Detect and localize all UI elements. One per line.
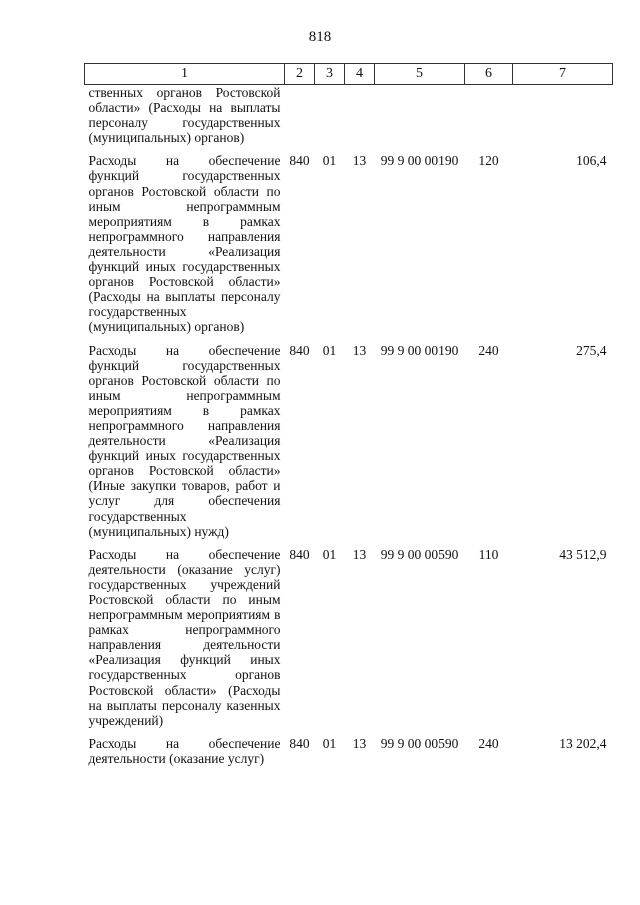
row-subsection-code: 13 xyxy=(352,153,367,169)
row-subsection-code: 13 xyxy=(352,342,367,358)
table-row xyxy=(85,335,613,539)
row-description: Расходы на обеспечение функций государственных органов Ростовской области по иным непрограммным мероприятиям в рамках непрограммного направления деятельности «Реализация функций иных государственных органов Ростовской области» (Расходы на выплаты персоналу государственных (муниципальных) органов) xyxy=(88,153,281,335)
table-header xyxy=(85,64,613,85)
header-col-6: 6 xyxy=(465,64,513,85)
row-expense-type: 120 xyxy=(478,153,499,169)
header-col-2: 2 xyxy=(285,64,315,85)
table-row xyxy=(85,85,613,146)
row-description: Расходы на обеспечение деятельности (оказание услуг) государственных учреждений Ростовской области по иным непрограммным мероприятиям в рамках непрограммного направления деятельности «Реализация функций иных государственных органов Ростовской области» (Расходы на выплаты персоналу казенных учреждений) xyxy=(88,546,281,728)
table-row xyxy=(85,728,613,766)
row-target-article: 99 9 00 00190 xyxy=(380,342,459,358)
row-section-code: 01 xyxy=(322,735,337,751)
row-section-code: 01 xyxy=(322,342,337,358)
page-number: 818 xyxy=(308,29,332,45)
row-expense-type: 240 xyxy=(478,342,499,358)
header-col-4: 4 xyxy=(345,64,375,85)
row-description: ственных органов Ростовской области» (Расходы на выплаты персоналу государственных (муниципальных) органов) xyxy=(88,85,281,146)
row-ministry-code: 840 xyxy=(289,153,310,169)
header-row xyxy=(85,64,613,85)
row-subsection-code xyxy=(345,85,375,146)
row-amount: 13 202,4 xyxy=(559,735,607,751)
row-subsection-code: 13 xyxy=(352,735,367,751)
row-section-code xyxy=(315,85,345,146)
row-description: Расходы на обеспечение функций государственных органов Ростовской области по иным непрограммным мероприятиям в рамках непрограммного направления деятельности «Реализация функций иных государственных органов Ростовской области» (Иные закупки товаров, работ и услуг для обеспечения государственных (муниципальных) нужд) xyxy=(88,342,281,539)
row-section-code: 01 xyxy=(322,546,337,562)
row-target-article xyxy=(375,85,465,146)
row-target-article: 99 9 00 00590 xyxy=(380,546,459,562)
header-col-5: 5 xyxy=(375,64,465,85)
table-row xyxy=(85,539,613,728)
row-ministry-code xyxy=(285,85,315,146)
row-amount xyxy=(513,85,613,146)
row-ministry-code: 840 xyxy=(289,546,310,562)
row-description: Расходы на обеспечение деятельности (оказание услуг) xyxy=(88,735,281,766)
row-amount: 43 512,9 xyxy=(559,546,607,562)
header-col-1: 1 xyxy=(85,64,285,85)
table-body xyxy=(85,85,613,767)
row-subsection-code: 13 xyxy=(352,546,367,562)
row-ministry-code: 840 xyxy=(289,342,310,358)
row-section-code: 01 xyxy=(322,153,337,169)
row-target-article: 99 9 00 00590 xyxy=(380,735,459,751)
row-expense-type xyxy=(465,85,513,146)
row-expense-type: 110 xyxy=(478,546,499,562)
header-col-3: 3 xyxy=(315,64,345,85)
row-target-article: 99 9 00 00190 xyxy=(380,153,459,169)
row-amount: 275,4 xyxy=(576,342,607,358)
row-ministry-code: 840 xyxy=(289,735,310,751)
row-expense-type: 240 xyxy=(478,735,499,751)
row-amount: 106,4 xyxy=(576,153,607,169)
header-col-7: 7 xyxy=(513,64,613,85)
table-row xyxy=(85,145,613,334)
budget-table xyxy=(84,63,613,766)
